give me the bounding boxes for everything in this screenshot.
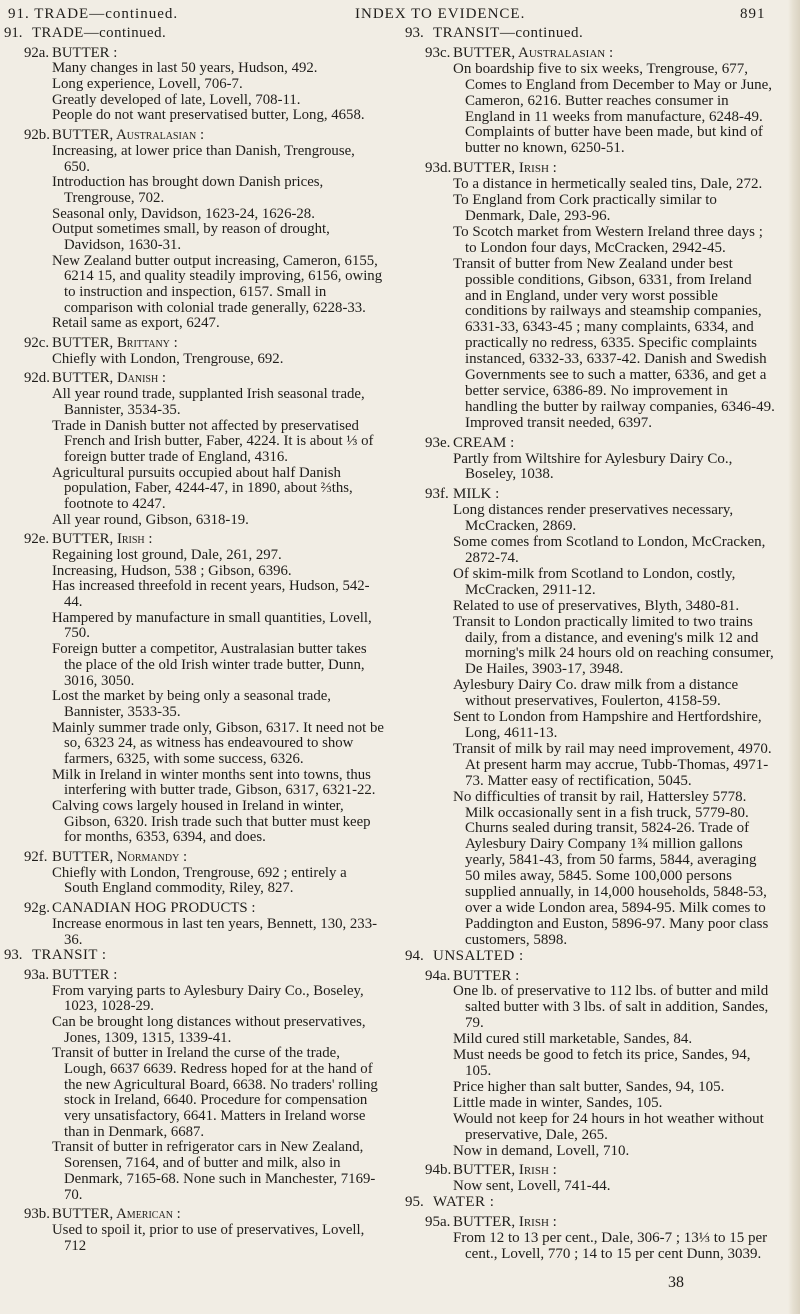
subsection-title: BUTTER : (52, 44, 118, 61)
subsection-title: MILK : (453, 486, 500, 503)
index-entry: Regaining lost ground, Dale, 261, 297. (52, 547, 282, 563)
subsection-number: 92g. (24, 900, 50, 917)
section-heading (405, 26, 775, 42)
section-title: TRADE—continued. (32, 25, 167, 41)
index-entry: Chiefly with London, Trengrouse, 692. (52, 350, 284, 367)
index-entry: Mainly summer trade only, Gibson, 6317. It need not be so, 6323 24, as witness has endeavoured to show farmers, 6325, with some success, 6326. (52, 719, 384, 767)
index-entry: All year round, Gibson, 6318-19. (52, 511, 249, 528)
index-entry: Increase enormous in last ten years, Bennett, 130, 233-36. (52, 915, 378, 948)
section-title: TRANSIT—continued. (433, 25, 584, 41)
subsection (4, 371, 384, 528)
subsection-number: 94a. (425, 967, 451, 984)
index-entry: Long distances render preservatives necessary, McCracken, 2869. (453, 502, 734, 535)
subsection-number: 93a. (24, 966, 50, 983)
subsection-number: 92f. (24, 849, 48, 866)
index-entry: Price higher than salt butter, Sandes, 94, 105. (453, 1078, 725, 1095)
subsection (405, 487, 775, 948)
index-entry: Aylesbury Dairy Co. draw milk from a distance without preservatives, Foulerton, 4158-59. (453, 677, 739, 710)
index-entry: Seasonal only, Davidson, 1623-24, 1626-28. (52, 205, 315, 222)
index-entry: Transit of milk by rail may need improvement, 4970. At present harm may accrue, Tubb-Thomas, 4971-73. Matter easy of rectification, 5045. (453, 740, 772, 789)
subsection-number: 92c. (24, 335, 50, 352)
subsection-number: 93d. (425, 160, 452, 177)
section-number: 91. (4, 25, 23, 41)
index-entry: Greatly developed of late, Lovell, 708-11. (52, 91, 301, 108)
index-entry: Milk in Ireland in winter months sent into towns, thus interfering with butter trade, Gibson, 6317, 6321-22. (52, 766, 376, 799)
subsection-title: BUTTER, Australasian : (52, 127, 205, 144)
subsection-title: BUTTER : (52, 966, 118, 983)
index-entry: Mild cured still marketable, Sandes, 84. (453, 1031, 693, 1048)
index-entry: Output sometimes small, by reason of drought, Davidson, 1630-31. (52, 221, 330, 253)
index-entry: Can be brought long distances without preservatives, Jones, 1309, 1315, 1339-41. (52, 1013, 366, 1046)
subsection-title: BUTTER, American : (52, 1206, 181, 1223)
page-edge-shadow (788, 0, 800, 1314)
index-entry: Transit of butter in Ireland the curse of the trade, Lough, 6637 6639. Redress hoped for at the hand of the new Agricultural Board, 6638. No traders' rolling stock in Ireland, 6640. Procedure for compensation very unsatisfactory, 6641. Matters in Ireland worse than in Denmark, 6687. (52, 1045, 378, 1140)
section-title: UNSALTED : (433, 947, 524, 964)
index-entry: Must needs be good to fetch its price, Sandes, 94, 105. (453, 1047, 751, 1079)
page-number: 891 (740, 6, 766, 22)
subsection-title: BUTTER, Danish : (52, 370, 166, 387)
subsection-number: 92e. (24, 531, 50, 548)
index-entry: Calving cows largely housed in Ireland in winter, Gibson, 6320. Irish trade such that butter must keep for months, 6353, 6394, and does. (52, 798, 371, 846)
subsection (4, 336, 384, 367)
index-entry: Now sent, Lovell, 741-44. (453, 1178, 611, 1195)
subsection (405, 46, 775, 157)
index-entry: Partly from Wiltshire for Aylesbury Dairy Co., Boseley, 1038. (453, 450, 733, 483)
subsection-number: 93e. (425, 434, 451, 451)
index-entry: Chiefly with London, Trengrouse, 692 ; entirely a South England commodity, Riley, 827. (52, 864, 347, 897)
index-entry: Some comes from Scotland to London, McCracken, 2872-74. (453, 534, 766, 566)
index-entry: To England from Cork practically similar to Denmark, Dale, 293-96. (453, 192, 717, 224)
subsection (405, 1163, 775, 1195)
subsection-title: BUTTER : (453, 967, 520, 984)
index-entry: People do not want preservatised butter, Long, 4658. (52, 107, 365, 124)
signature-mark: 38 (668, 1274, 684, 1291)
index-entry: Retail same as export, 6247. (52, 315, 220, 332)
index-entry: Long experience, Lovell, 706-7. (52, 76, 243, 93)
subsection (4, 968, 384, 1203)
subsection (4, 532, 384, 846)
index-entry: Foreign butter a competitor, Australasian butter takes the place of the old Irish winter trade butter, Dunn, 3016, 3050. (52, 641, 367, 689)
subsection-title: CREAM : (453, 434, 515, 451)
index-entry: One lb. of preservative to 112 lbs. of butter and mild salted butter with 3 lbs. of salt in addition, Sandes, 79. (453, 983, 769, 1032)
index-entry: Lost the market by being only a seasonal trade, Bannister, 3533-35. (52, 688, 332, 720)
index-entry: Introduction has brought down Danish prices, Trengrouse, 702. (52, 174, 324, 206)
subsection-title: BUTTER, Irish : (453, 160, 557, 177)
subsection-number: 93f. (425, 486, 449, 503)
subsection-number: 92b. (24, 127, 50, 144)
header-title: INDEX TO EVIDENCE. (355, 6, 526, 22)
section-heading (4, 948, 384, 964)
index-entry: Related to use of preservatives, Blyth, 3480-81. (453, 597, 740, 614)
subsection (405, 1215, 775, 1263)
subsection (4, 46, 384, 124)
subsection-title: BUTTER, Irish : (453, 1162, 557, 1179)
subsection-title: BUTTER, Irish : (453, 1214, 557, 1231)
subsection (405, 436, 775, 484)
header-left: 91. TRADE—continued. (8, 6, 179, 22)
index-entry: Agricultural pursuits occupied about half Danish population, Faber, 4244-47, in 1890, about ⅔ths, footnote to 4247. (52, 464, 353, 512)
subsection-title: BUTTER, Brittany : (52, 335, 178, 352)
section-number: 93. (405, 25, 424, 41)
subsection-number: 93b. (24, 1206, 50, 1223)
section-heading (4, 26, 384, 42)
subsection-title: BUTTER, Normandy : (52, 849, 188, 866)
subsection-title: CANADIAN HOG PRODUCTS : (52, 900, 256, 917)
index-entry: Transit to London practically limited to two trains daily, from a distance, and evening's milk 12 and morning's milk 24 hours old on reaching consumer, De Hailes, 3903-17, 3948. (453, 613, 774, 678)
subsection-title: BUTTER, Irish : (52, 531, 153, 548)
section-title: WATER : (433, 1194, 495, 1211)
section-title: TRANSIT : (32, 947, 107, 964)
subsection (405, 969, 775, 1160)
index-entry: From varying parts to Aylesbury Dairy Co., Boseley, 1023, 1028-29. (52, 982, 364, 1015)
section-number: 93. (4, 947, 23, 964)
left-column (4, 26, 384, 1254)
subsection (405, 161, 775, 431)
index-entry: Increasing, Hudson, 538 ; Gibson, 6396. (52, 562, 292, 579)
index-entry: From 12 to 13 per cent., Dale, 306-7 ; 13⅓ to 15 per cent., Lovell, 770 ; 14 to 15 per cent Dunn, 3039. (453, 1230, 768, 1262)
subsection-title: BUTTER, Australasian : (453, 44, 614, 61)
index-entry: New Zealand butter output increasing, Cameron, 6155, 6214 15, and quality steadily improving, 6156, owing to instruction and inspection, 6157. Small in comparison with colonial trade generally, 6228-33. (52, 252, 383, 316)
index-entry: All year round trade, supplanted Irish seasonal trade, Bannister, 3534-35. (52, 386, 365, 418)
index-entry: Now in demand, Lovell, 710. (453, 1142, 630, 1159)
subsection-number: 92d. (24, 370, 50, 387)
index-entry: On boardship five to six weeks, Trengrouse, 677, Comes to England from December to May or June, Cameron, 6216. Butter reaches consumer in England in 11 weeks from manufacture, 6248-49. Complaints of butter have been made, but kind of butter no known, 6250-51. (453, 60, 773, 157)
index-entry: Trade in Danish butter not affected by preservatised French and Irish butter, Faber, 4224. It is about ⅓ of foreign butter trade of England, 4316. (52, 417, 374, 465)
subsection (4, 850, 384, 897)
subsection (4, 901, 384, 948)
index-entry: Many changes in last 50 years, Hudson, 492. (52, 60, 318, 77)
index-entry: Transit of butter from New Zealand under best possible conditions, Gibson, 6331, from Ireland and in England, under very worst possible conditions by railways and steamship companies, 6331-33, 6343-45 ; many complaints, 6334, and practically no redress, 6335. Specific complaints instanced, 6332-33, 6337-42. Danish and Swedish Governments see to such a matter, 6336, and get a better service, 6386-89. No improvement in handling the butter by railway companies, 6346-49. Improved transit needed, 6397. (453, 255, 775, 431)
section-number: 94. (405, 947, 424, 964)
index-entry: Little made in winter, Sandes, 105. (453, 1094, 663, 1111)
section-number: 95. (405, 1194, 424, 1211)
subsection (4, 1207, 384, 1254)
section-heading (405, 949, 775, 965)
right-column (405, 26, 775, 1263)
subsection-number: 94b. (425, 1162, 452, 1179)
subsection-number: 93c. (425, 44, 451, 61)
index-entry: Would not keep for 24 hours in hot weather without preservative, Dale, 265. (453, 1110, 764, 1143)
index-entry: To Scotch market from Western Ireland three days ; to London four days, McCracken, 2942-45. (453, 223, 763, 256)
index-entry: No difficulties of transit by rail, Hattersley 5778. Milk occasionally sent in a fish truck, 5779-80. Churns sealed during transit, 5824-26. Trade of Aylesbury Dairy Company 1¾ million gallons yearly, 5841-43, from 50 farms, 5844, averaging 50 miles away, 5845. Some 100,000 persons supplied annually, in 14,000 households, 5848-53, over a wide London area, 5894-95. Milk comes to Paddington and Euston, 5896-97. Many poor class customers, 5898. (453, 788, 769, 948)
index-entry: Sent to London from Hampshire and Hertfordshire, Long, 4611-13. (453, 709, 762, 741)
section-heading (405, 1195, 775, 1211)
subsection-number: 95a. (425, 1214, 451, 1231)
subsection (4, 128, 384, 332)
index-entry: Hampered by manufacture in small quantities, Lovell, 750. (52, 609, 372, 642)
index-entry: Transit of butter in refrigerator cars in New Zealand, Sorensen, 7164, and of butter and milk, also in Denmark, 7165-68. None such in Manchester, 7169-70. (52, 1139, 376, 1203)
index-entry: Of skim-milk from Scotland to London, costly, McCracken, 2911-12. (453, 565, 736, 598)
index-entry: Used to spoil it, prior to use of preservatives, Lovell, 712 (52, 1221, 365, 1254)
index-entry: To a distance in hermetically sealed tins, Dale, 272. (453, 176, 763, 193)
index-entry: Has increased threefold in recent years, Hudson, 542-44. (52, 578, 370, 611)
index-entry: Increasing, at lower price than Danish, Trengrouse, 650. (52, 142, 355, 175)
subsection-number: 92a. (24, 44, 50, 61)
